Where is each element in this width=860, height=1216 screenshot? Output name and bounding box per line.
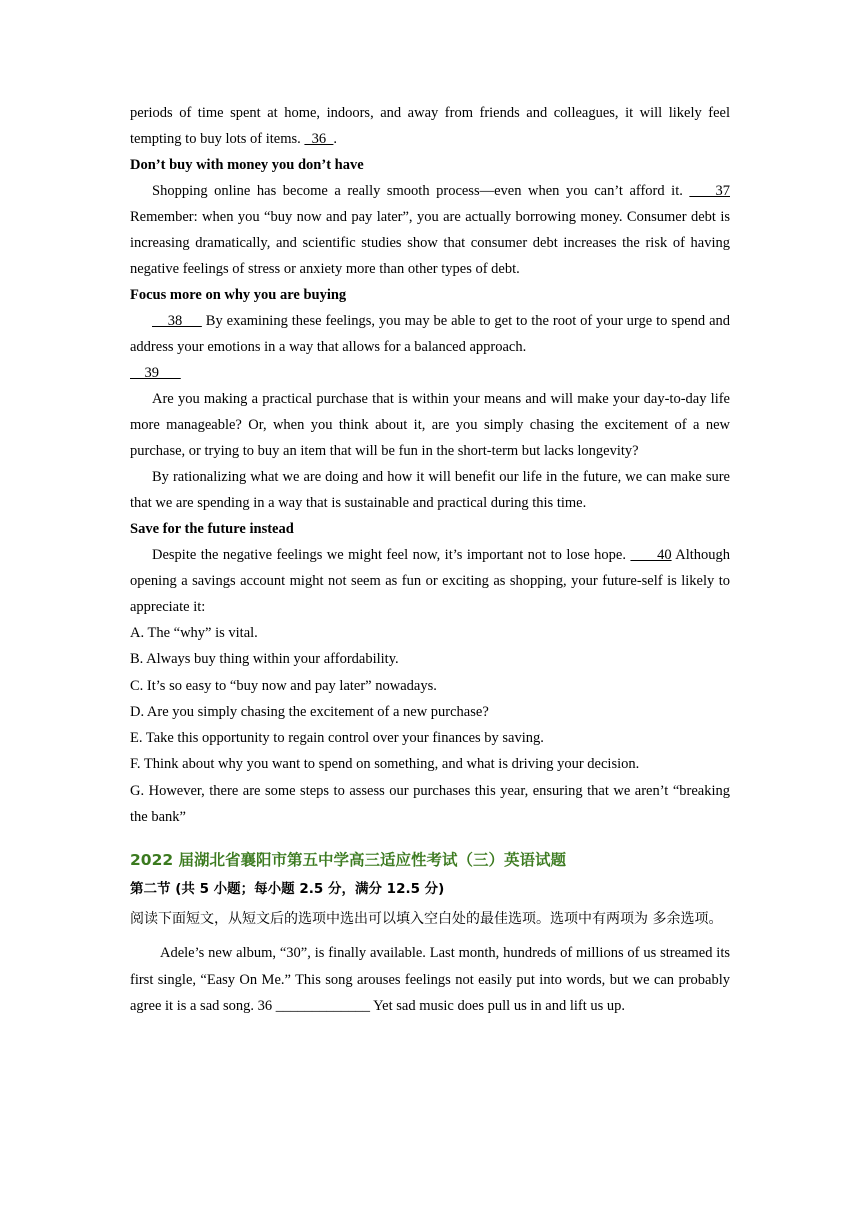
paragraph-rationalizing: By rationalizing what we are doing and how it will benefit our life in the future, we can make sure that we are spending in a way that is sustainable and practical during this time.	[130, 469, 730, 511]
option-g: G. However, there are some steps to assess our purchases this year, ensuring that we aren’t “breaking the bank”	[130, 782, 730, 826]
document-page	[130, 100, 730, 1020]
blank-39[interactable]: 39	[130, 365, 181, 381]
paragraph-examining: 38 By examining these feelings, you may be able to get to the root of your urge to spend and address your emotions in a way that allows for a balanced approach.	[130, 313, 731, 355]
blank-36-adele[interactable]: _____________	[275, 998, 371, 1015]
option-d: D. Are you simply chasing the excitement of a new purchase?	[130, 703, 489, 720]
blank-36[interactable]: 36	[304, 131, 334, 147]
section-instruction: 阅读下面短文，从短文后的选项中选出可以填入空白处的最佳选项。选项中有两项为 多余选项。	[130, 911, 723, 928]
blank-40[interactable]: 40	[630, 547, 672, 563]
blank-37[interactable]: 37	[689, 183, 730, 199]
paragraph-practical-purchase: Are you making a practical purchase that is within your means and will make your day-to-day life more manageable? Or, when you think about it, are you simply chasing the excitement of a new purchase, or trying to buy an item that will be fun in the short-term but lacks longevity?	[130, 391, 730, 459]
option-f: F. Think about why you want to spend on something, and what is driving your decision.	[130, 756, 640, 773]
options-list	[130, 620, 730, 830]
option-a: A. The “why” is vital.	[130, 625, 258, 641]
blank-39-line	[130, 360, 730, 386]
option-b: B. Always buy thing within your affordability.	[130, 651, 399, 668]
paragraph-despite: Despite the negative feelings we might feel now, it’s important not to lose hope. 40 Although opening a savings account might not seem as fun or exciting as shopping, your future-self is likely to appreciate it:	[130, 547, 731, 615]
section-title: 2022 届湖北省襄阳市第五中学高三适应性考试（三）英语试题	[130, 851, 567, 870]
paragraph-adele: Adele’s new album, “30”, is finally available. Last month, hundreds of millions of us streamed its first single, “Easy On Me.” This song arouses feelings not easily put into words, but we can probably agree it is a sad song. 36 _____________ Yet sad music does pull us in and lift us up.	[130, 945, 730, 1015]
option-c: C. It’s so easy to “buy now and pay later” nowadays.	[130, 677, 437, 694]
heading-dont-buy: Don’t buy with money you don’t have	[130, 157, 364, 173]
heading-save-future: Save for the future instead	[130, 521, 294, 537]
blank-38[interactable]: 38	[152, 313, 202, 329]
paragraph-shopping-online: Shopping online has become a really smooth process—even when you can’t afford it. 37 Remember: when you “buy now and pay later”, you are actually borrowing money. Consumer debt is increasing dramatically, and scientific studies show that consumer debt increases the risk of having negative feelings of stress or anxiety more than other types of debt.	[130, 183, 730, 277]
option-e: E. Take this opportunity to regain control over your finances by saving.	[130, 730, 544, 747]
heading-focus-why: Focus more on why you are buying	[130, 287, 347, 303]
section-subtitle: 第二节 (共 5 小题；每小题 2.5 分，满分 12.5 分)	[130, 881, 445, 898]
paragraph-intro: periods of time spent at home, indoors, and away from friends and colleagues, it will likely feel tempting to buy lots of items. 36 .	[130, 105, 730, 147]
